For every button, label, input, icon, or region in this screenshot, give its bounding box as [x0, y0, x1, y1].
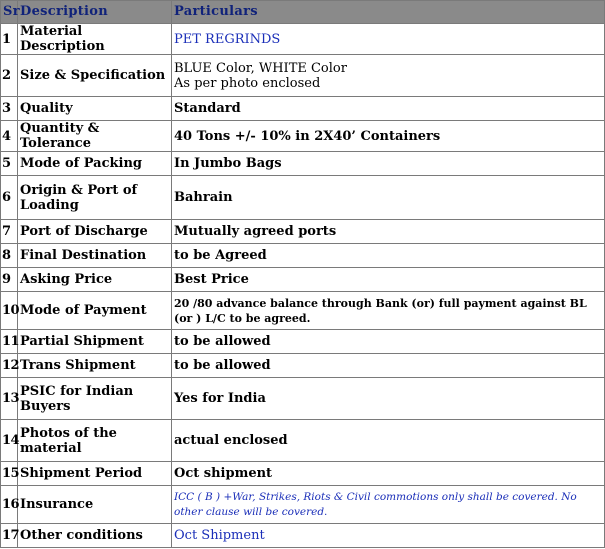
table-row	[1, 55, 605, 97]
table-row	[1, 524, 605, 548]
row-particulars	[172, 378, 605, 420]
table-row	[1, 420, 605, 462]
particulars-line: PET REGRINDS	[174, 31, 281, 47]
table-row	[1, 24, 605, 55]
row-number: 6	[1, 176, 18, 220]
row-number: 17	[1, 524, 18, 548]
table-row	[1, 268, 605, 292]
table-row	[1, 220, 605, 244]
row-number: 13	[1, 378, 18, 420]
table-row	[1, 244, 605, 268]
particulars-line: As per photo enclosed	[174, 75, 321, 91]
row-description: Quality	[18, 97, 172, 121]
particulars-line: Bahrain	[174, 190, 233, 205]
particulars-line: 40 Tons +/- 10% in 2X40’ Containers	[174, 128, 441, 144]
row-number: 3	[1, 97, 18, 121]
description-line: Origin & Port of	[20, 182, 138, 198]
row-particulars	[172, 220, 605, 244]
row-number: 8	[1, 244, 18, 268]
row-particulars	[172, 97, 605, 121]
row-description: Other conditions	[18, 524, 172, 548]
row-number: 16	[1, 486, 18, 524]
row-description: Partial Shipment	[18, 330, 172, 354]
row-particulars	[172, 524, 605, 548]
row-particulars	[172, 354, 605, 378]
row-number: 4	[1, 121, 18, 152]
row-description: Quantity & Tolerance	[18, 121, 172, 152]
description-line: Buyers	[20, 398, 71, 414]
row-number: 1	[1, 24, 18, 55]
row-description: Asking Price	[18, 268, 172, 292]
particulars-line: In Jumbo Bags	[174, 156, 282, 171]
header-particulars: Particulars	[172, 1, 605, 24]
row-description	[18, 378, 172, 420]
description-line: Loading	[20, 197, 79, 213]
row-particulars	[172, 55, 605, 97]
table-row	[1, 152, 605, 176]
row-description: Mode of Packing	[18, 152, 172, 176]
description-line: PSIC for Indian	[20, 383, 134, 399]
header-row	[1, 1, 605, 24]
row-number: 5	[1, 152, 18, 176]
row-particulars	[172, 330, 605, 354]
row-particulars	[172, 152, 605, 176]
particulars-line: to be allowed	[174, 334, 271, 349]
row-description: Port of Discharge	[18, 220, 172, 244]
table-row	[1, 462, 605, 486]
row-description	[18, 176, 172, 220]
row-number: 7	[1, 220, 18, 244]
table-row	[1, 121, 605, 152]
row-description: Material Description	[18, 24, 172, 55]
particulars-line: Mutually agreed ports	[174, 224, 337, 239]
particulars-line: actual enclosed	[174, 433, 288, 448]
row-number: 15	[1, 462, 18, 486]
row-particulars	[172, 24, 605, 55]
particulars-line: (or ) L/C to be agreed.	[174, 311, 311, 325]
row-description: Trans Shipment	[18, 354, 172, 378]
particulars-line: Yes for India	[174, 391, 266, 406]
row-number: 12	[1, 354, 18, 378]
table-row	[1, 330, 605, 354]
row-description	[18, 420, 172, 462]
table-row	[1, 176, 605, 220]
particulars-line: Oct Shipment	[174, 528, 265, 543]
particulars-line: Standard	[174, 101, 241, 116]
row-number: 9	[1, 268, 18, 292]
table-row	[1, 378, 605, 420]
row-number: 10	[1, 292, 18, 330]
particulars-line: to be Agreed	[174, 248, 267, 263]
table-row	[1, 292, 605, 330]
table-row	[1, 354, 605, 378]
particulars-line: other clause will be covered.	[174, 505, 328, 518]
row-particulars	[172, 176, 605, 220]
description-line: Photos of the	[20, 425, 117, 441]
description-line: material	[20, 440, 82, 456]
row-particulars	[172, 462, 605, 486]
row-particulars	[172, 292, 605, 330]
particulars-line: ICC ( B ) +War, Strikes, Riots & Civil commotions only shall be covered. No	[174, 490, 577, 503]
table-row	[1, 97, 605, 121]
row-number: 2	[1, 55, 18, 97]
row-description: Mode of Payment	[18, 292, 172, 330]
particulars-line: to be allowed	[174, 358, 271, 373]
header-sr: Sr	[1, 1, 18, 24]
row-description: Final Destination	[18, 244, 172, 268]
row-description: Insurance	[18, 486, 172, 524]
row-number: 11	[1, 330, 18, 354]
row-number: 14	[1, 420, 18, 462]
particulars-line: 20 /80 advance balance through Bank (or) full payment against BL	[174, 296, 587, 310]
row-particulars	[172, 121, 605, 152]
particulars-line: Oct shipment	[174, 466, 273, 481]
table-row	[1, 486, 605, 524]
row-particulars	[172, 420, 605, 462]
row-description: Shipment Period	[18, 462, 172, 486]
row-particulars	[172, 268, 605, 292]
row-particulars	[172, 486, 605, 524]
row-description: Size & Specification	[18, 55, 172, 97]
particulars-line: BLUE Color, WHITE Color	[174, 60, 347, 76]
particulars-line: Best Price	[174, 272, 249, 287]
row-particulars	[172, 244, 605, 268]
header-description: Description	[18, 1, 172, 24]
